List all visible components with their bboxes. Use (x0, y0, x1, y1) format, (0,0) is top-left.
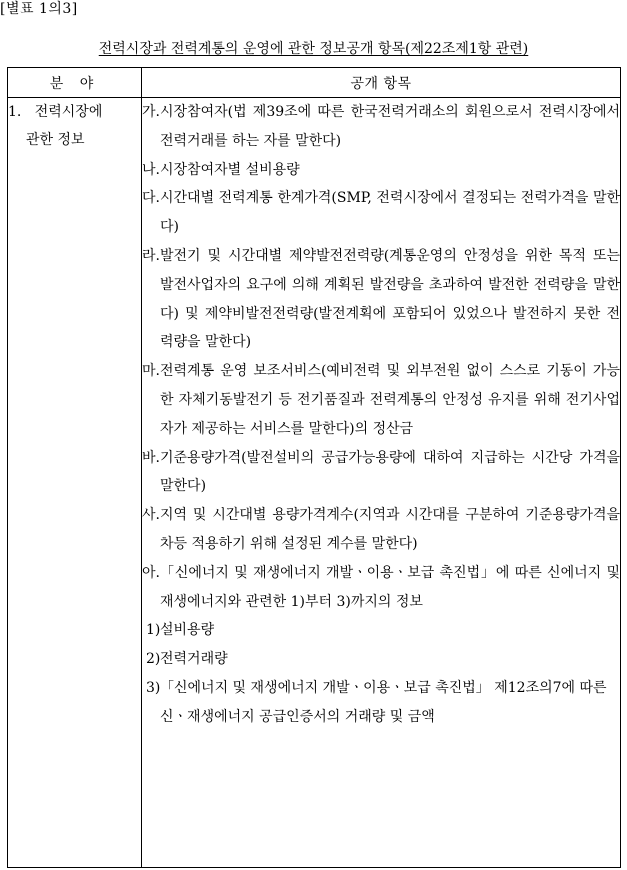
item-text: 지역 및 시간대별 용량가격계수(지역과 시간대를 구분하여 기준용량가격을 차등 적용하기 위해 설정된 계수를 말한다) (160, 507, 620, 552)
sub-item-marker: 1) (146, 622, 161, 639)
sub-item-text: 「신에너지 및 재생에너지 개발ㆍ이용ㆍ보급 촉진법」 제12조의7에 따른 신ㆍ재생에너지 공급인증서의 거래량 및 금액 (160, 679, 607, 725)
list-item (142, 357, 620, 443)
item-marker: 마. (142, 363, 160, 380)
list-item (142, 98, 620, 156)
disclosure-table (7, 67, 621, 868)
item-text: 시장참여자별 설비용량 (160, 161, 300, 178)
item-marker: 다. (142, 190, 160, 207)
item-text: 발전기 및 시간대별 제약발전전력량(계통운영의 안정성을 위한 목적 또는 발전사업자의 요구에 의해 계획된 발전량을 초과하여 발전한 전력량을 말한다) 및 제약비발전전력량(발전계획에 포함되어 있었으나 발전하지 못한 전력량을 말한다) (160, 247, 620, 351)
item-text: 시간대별 전력계통 한계가격(SMP, 전력시장에서 결정되는 전력가격을 말한다) (160, 190, 620, 236)
list-item (142, 184, 620, 242)
item-marker: 아. (142, 564, 160, 581)
item-marker: 바. (142, 449, 160, 466)
item-marker: 사. (142, 507, 160, 524)
field-cell (8, 98, 142, 868)
field-line-1 (8, 98, 141, 126)
table-row (8, 98, 621, 868)
column-header-items: 공개 항목 (142, 68, 621, 98)
sub-list-item (146, 616, 620, 645)
item-text: 전력계통 운영 보조서비스(예비전력 및 외부전원 없이 스스로 기동이 가능한 자체기동발전기 등 전기품질과 전력계통의 안정성 유지를 위해 전기사업자가 제공하는 서비스를 말한다)의 정산금 (160, 363, 620, 437)
document-title: 전력시장과 전력계통의 운영에 관한 정보공개 항목(제22조제1항 관련) (98, 41, 529, 57)
item-marker: 가. (142, 104, 160, 120)
item-marker: 라. (142, 247, 160, 264)
item-text: 기준용량가격(발전설비의 공급가능용량에 대하여 지급하는 시간당 가격을 말한다) (160, 449, 620, 495)
table-header-row (8, 68, 621, 98)
sub-item-marker: 2) (146, 651, 161, 668)
field-number: 1. (8, 104, 22, 120)
list-item (142, 156, 620, 185)
sub-item-text: 전력거래량 (160, 651, 228, 668)
sub-item-text: 설비용량 (160, 622, 215, 639)
item-text: 시장참여자(법 제39조에 따른 한국전력거래소의 회원으로서 전력시장에서 전력거래를 하는 자를 말한다) (160, 104, 620, 149)
field-name-part-1: 전력시장에 (34, 104, 103, 120)
list-item (142, 444, 620, 502)
list-item (142, 501, 620, 559)
item-marker: 나. (142, 161, 160, 178)
list-item (142, 242, 620, 357)
items-cell (142, 98, 621, 868)
sub-list-item (146, 674, 620, 732)
column-header-field: 분 야 (8, 68, 142, 98)
sub-list-item (146, 645, 620, 674)
appendix-tag: [별표 1의3] (0, 1, 78, 17)
list-item (142, 559, 620, 617)
sub-item-marker: 3) (146, 679, 161, 696)
item-text: 「신에너지 및 재생에너지 개발ㆍ이용ㆍ보급 촉진법」에 따른 신에너지 및 재생에너지와 관련한 1)부터 3)까지의 정보 (160, 564, 620, 610)
field-name-part-2: 관한 정보 (26, 132, 85, 148)
